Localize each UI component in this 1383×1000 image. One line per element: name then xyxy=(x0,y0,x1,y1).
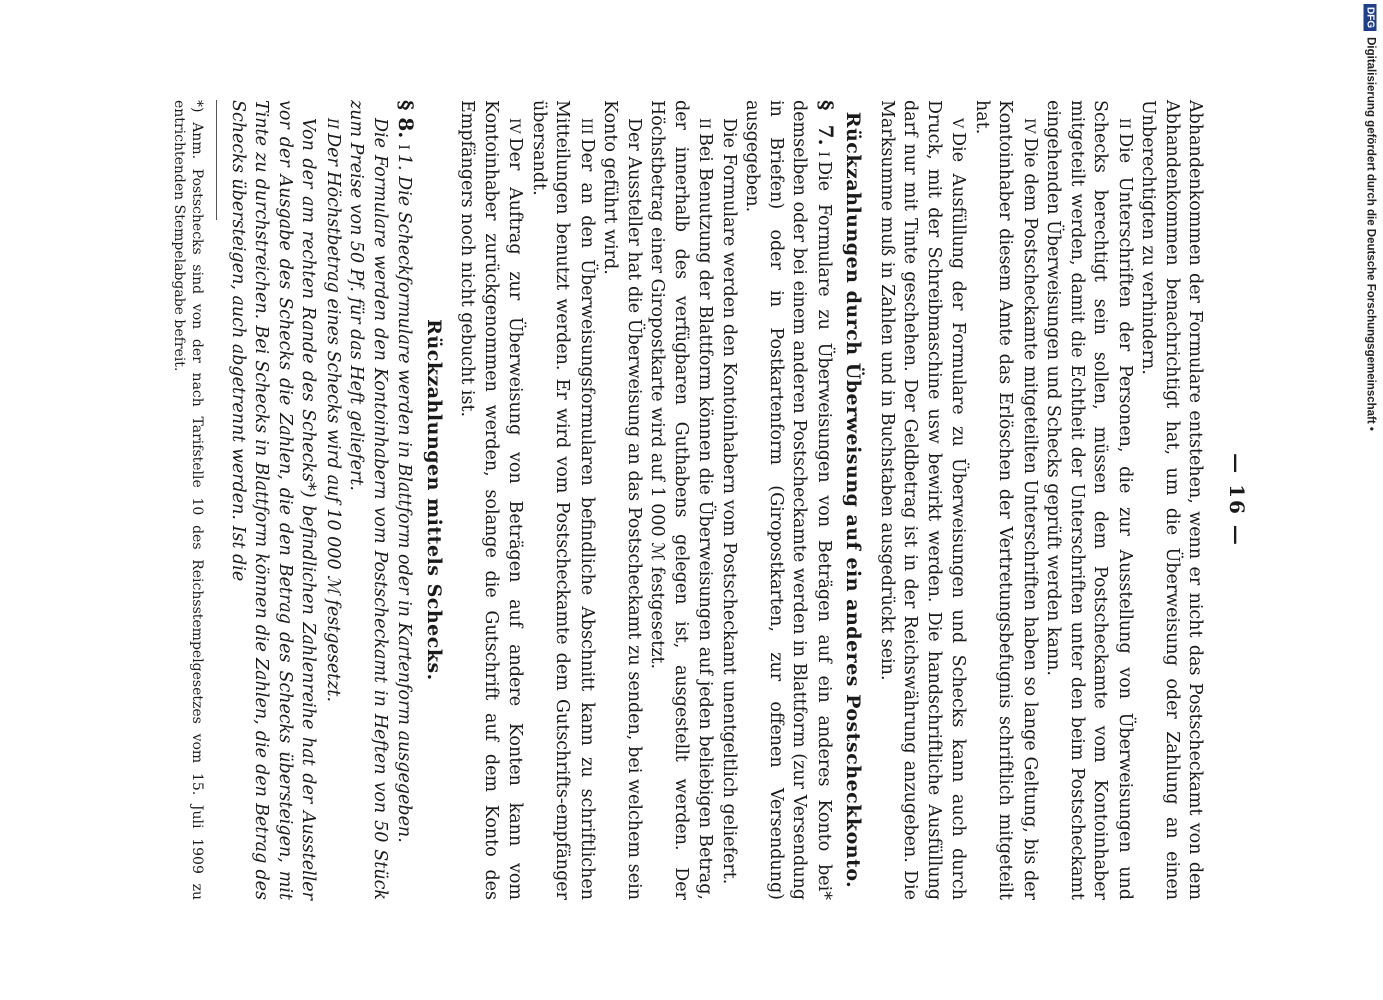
paragraph-number: I xyxy=(395,144,412,150)
paragraph-text: Der Auftrag zur Überweisung von Beträgen auf andere Konten kann vom Kontoinhaber zurückgenommen werden, solange die Gutschrift auf dem Konto des Empfängers noch nicht gebucht ist. xyxy=(457,100,526,900)
section7-paragraph-3 xyxy=(645,100,717,900)
paragraph-ausfuellung xyxy=(875,100,970,900)
section8-paragraph-3 xyxy=(320,100,345,900)
paragraph-unterschriften xyxy=(1041,100,1136,900)
paragraph-number: II xyxy=(696,118,713,130)
section8-paragraph-4: Von der am rechten Rande des Schecks*) befindlichen Zahlenreihe hat der Aussteller vor der Ausgabe des Schecks die Zahlen, die den Betrag des Schecks übersteigen, mit Tinte zu durchstreichen. Bei Schecks in Blattform können die Zahlen, die den Betrag des Schecks übersteigen, auch abgetrennt werden. Ist die xyxy=(228,100,319,900)
digitization-credit xyxy=(1359,0,1381,1000)
document-page xyxy=(116,60,1266,940)
paragraph-number: III xyxy=(578,118,594,135)
section-sign: § 8. xyxy=(394,100,419,139)
paragraph-text: Die Ausfüllung der Formulare zu Überweisungen und Schecks kann auch durch Druck, mit der Schreibmaschine usw bewirkt werden. Die handschriftliche Ausfüllung darf nur mit Tinte geschehen. Der Geldbetrag ist in der Reichswährung anzugeben. Die Marksumme muß in Zahlen und in Buchstaben ausgedrückt sein. xyxy=(877,100,969,900)
paragraph-text: Der Höchstbetrag eines Schecks wird auf 10 000 ℳ festgesetzt. xyxy=(323,133,343,703)
section7-paragraph-1 xyxy=(740,100,837,900)
paragraph-text: Die dem Postscheckamte mitgeteilten Unterschriften haben so lange Geltung, bis der Kontoinhaber diesem Amte das Erlöschen der Vertretungsbefugnis schriftlich mitgeteilt hat. xyxy=(972,100,1040,900)
paragraph-number: II xyxy=(324,118,340,130)
section-heading-8: Rückzahlungen mittels Schecks. xyxy=(423,319,445,681)
paragraph-geltung xyxy=(970,100,1042,900)
paragraph-number: V xyxy=(949,118,966,129)
paragraph-text: Die Formulare zu Überweisungen von Beträgen auf ein anderes Konto bei* demselben oder bei einem anderen Postscheckamte werden in Blattform (zur Versendung in Briefen) oder in Postkartenform (Giropostkarten, zur offenen Versendung) ausgegeben. xyxy=(742,100,834,900)
paragraph-number: II xyxy=(1116,118,1132,130)
credit-text: Digitalisierung gefördert durch die Deutsche Forschungsgemeinschaft • xyxy=(1364,37,1377,431)
section-heading-7: Rückzahlungen durch Überweisung auf ein anderes Postscheckkonto. xyxy=(842,111,865,889)
footnote-divider xyxy=(217,100,218,220)
section7-paragraph-4: Der Aussteller hat die Überweisung an das Postscheckamt zu senden, bei welchem sein Konto geführt wird. xyxy=(600,100,644,900)
page-number: — 16 — xyxy=(1225,453,1249,547)
paragraph-text: Bei Benutzung der Blattform können die Überweisungen auf jeden beliebigen Betrag, der innerhalb des verfügbaren Guthabens gelegen ist, ausgestellt werden. Der Höchstbetrag einer Giropostkarte wird auf 1 000 ℳ festgesetzt. xyxy=(647,100,716,900)
section-sign: § 7. xyxy=(814,100,838,146)
paragraph-number: IV xyxy=(1021,118,1037,134)
paragraph-abhandenkommen: Abhandenkommen der Formulare entstehen, wenn er nicht das Postscheckamt von dem Abhandenkommen benachrichtigt hat, um die Überweisung oder Zahlung an einen Unberechtigten zu verhindern. xyxy=(1138,100,1206,900)
paragraph-text: Die Unterschriften der Personen, die zur Ausstellung von Überweisungen und Schecks berechtigt sein sollen, müssen dem Postscheckamte vom Kontoinhaber mitgeteilt werden, damit die Echtheit der Unterschriften unter den beim Postscheckamt eingehenden Überweisungen und Schecks geprüft werden kann. xyxy=(1043,100,1135,900)
dfg-logo: DFG xyxy=(1364,4,1377,31)
section7-paragraph-6 xyxy=(455,100,527,900)
paragraph-number: I xyxy=(815,151,831,158)
paragraph-number: IV xyxy=(506,118,523,134)
section8-paragraph-2: Die Formulare werden den Kontoinhabern vom Postscheckamt in Heften von 50 Stück zum Preise von 50 Pf. für das Heft geliefert. xyxy=(346,100,390,900)
section8-paragraph-1 xyxy=(391,100,418,900)
paragraph-text: 1. Die Scheckformulare werden in Blattform oder in Kartenform ausgegeben. xyxy=(394,153,415,843)
paragraph-text: Der an den Überweisungsformularen befindliche Abschnitt kann zu schriftlichen Mitteilungen benutzt werden. Er wird vom Postscheckamte dem Gutschrifts-empfänger übersandt. xyxy=(529,100,597,900)
section7-paragraph-2: Die Formulare werden den Kontoinhabern vom Postscheckamt unentgeltlich geliefert. xyxy=(719,118,739,885)
footnote: *) Anm. Postschecks sind von der nach Tarifstelle 10 des Reichsstempelgesetzes vom 15. Juli 1909 zu entrichtenden Stempelabgabe befreit. xyxy=(171,100,206,900)
section7-paragraph-5 xyxy=(527,100,599,900)
